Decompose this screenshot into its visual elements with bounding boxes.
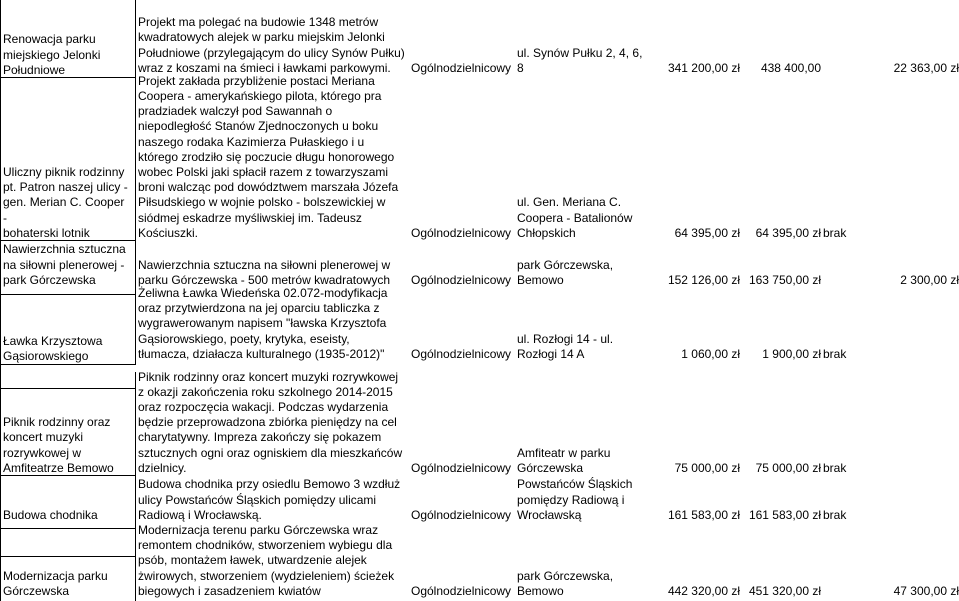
project-name: Modernizacja parku Górczewska xyxy=(3,568,108,598)
project-cost-gross: 161 583,00 zł xyxy=(748,507,821,522)
project-annual-cost: brak xyxy=(823,225,847,240)
project-description: Piknik rodzinny oraz koncert muzyki rozrywkowej z okazji zakończenia roku szkolnego 2014-2015 oraz rozpoczęcia wakacji. Podczas wydarzenia będzie przeprowadzona zbiórka pieniędzy na cel charytatywny. Impreza zakończy się pokazem sztucznych ogni oraz ogniskiem dla mieszkańców dzielnicy. xyxy=(138,369,403,475)
project-annual-cost: brak xyxy=(823,346,847,361)
project-location: ul. Gen. Meriana C. Coopera - Batalionów Chłopskich xyxy=(517,195,633,240)
project-cost-gross: 438 400,00 xyxy=(760,60,821,75)
project-location: Amfiteatr w parku Górczewska xyxy=(517,445,611,475)
project-name: Piknik rodzinny oraz koncert muzyki rozrywkowej w Amfiteatrze Bemowo xyxy=(3,415,114,475)
project-description: Żeliwna Ławka Wiedeńska 02.072-modyfikacja oraz przytwierdzona na jej oparciu tabliczka z wygrawerowanym napisem "ławska Krzysztofa Gąsiorowskiego, poety, krytyka, eseisty, tłumacza, działacza kulturalnego (1935-2012)" xyxy=(138,285,388,361)
project-cost-gross: 163 750,00 zł xyxy=(748,272,821,287)
project-kind: Ogólnodzielnicowy xyxy=(411,346,512,361)
project-kind: Ogólnodzielnicowy xyxy=(411,460,512,475)
project-name: Uliczny piknik rodzinny pt. Patron naszej ulicy - gen. Merian C. Cooper - bohaterski lotnik xyxy=(3,164,128,240)
project-location: park Górczewska, Bemowo xyxy=(517,568,614,598)
project-name: Nawierzchnia sztuczna na siłowni plenerowej - park Górczewska xyxy=(3,242,126,287)
project-location: park Górczewska, Bemowo xyxy=(517,257,614,287)
project-cost-gross: 451 320,00 zł xyxy=(748,583,821,598)
row-divider xyxy=(0,528,136,529)
table-border-left xyxy=(0,0,1,601)
project-name: Ławka Krzysztowa Gąsiorowskiego xyxy=(3,333,103,363)
row-divider xyxy=(0,294,136,295)
project-cost: 1 060,00 zł xyxy=(681,346,740,361)
project-cost: 152 126,00 zł xyxy=(667,272,740,287)
project-annual-cost: 47 300,00 zł xyxy=(893,583,959,598)
project-kind: Ogólnodzielnicowy xyxy=(411,583,512,598)
project-cost: 341 200,00 zł xyxy=(667,60,740,75)
project-cost-gross: 1 900,00 zł xyxy=(762,346,821,361)
project-cost-gross: 75 000,00 zł xyxy=(755,460,821,475)
project-description: Nawierzchnia sztuczna na siłowni plenerowej w parku Górczewska - 500 metrów kwadratowych xyxy=(138,257,391,287)
project-annual-cost: brak xyxy=(823,460,847,475)
project-annual-cost: 2 300,00 zł xyxy=(900,272,959,287)
project-cost: 64 395,00 zł xyxy=(674,225,740,240)
project-kind: Ogólnodzielnicowy xyxy=(411,507,512,522)
project-cost: 442 320,00 zł xyxy=(667,583,740,598)
project-annual-cost: 22 363,00 zł xyxy=(893,60,959,75)
row-divider xyxy=(0,388,136,389)
project-location: ul. Rozłogi 14 - ul. Rozłogi 14 A xyxy=(517,331,614,361)
project-kind: Ogólnodzielnicowy xyxy=(411,225,512,240)
row-divider xyxy=(0,364,136,365)
project-name: Renowacja parku miejskiego Jelonki Południowe xyxy=(3,32,101,77)
project-description: Modernizacja terenu parku Górczewska wraz remontem chodników, stworzeniem wybiegu dla psób, montażem ławek, utwardzenie alejek żwirowych, stworzeniem (wydzieleniem) ścieżek biegowych i zasadzeniem kwiatów xyxy=(138,522,395,598)
project-location: ul. Synów Pułku 2, 4, 6, 8 xyxy=(517,45,643,75)
project-description: Projekt zakłada przybliżenie postaci Meriana Coopera - amerykańskiego pilota, którego pra pradziadek walczył pod Sawannah o niepodległość Stanów Zjednoczonych u boku naszego rodaka Kazimierza Pułaskiego i u którego zrodziło się poczucie długu honorowego wobec Polski jaki spłacił razem z towarzyszami broni walcząc pod dowództwem marszała Józefa Piłsudskiego w wojnie polsko - bolszewickiej w siódmej eskadrze myśliwskiej im. Tadeusz Kościuszki. xyxy=(138,73,399,240)
project-cost-gross: 64 395,00 zł xyxy=(755,225,821,240)
project-kind: Ogólnodzielnicowy xyxy=(411,272,512,287)
project-annual-cost: brak xyxy=(823,507,847,522)
project-name: Budowa chodnika xyxy=(3,507,98,522)
project-cost: 75 000,00 zł xyxy=(674,460,740,475)
column-divider xyxy=(135,0,136,601)
project-cost: 161 583,00 zł xyxy=(667,507,740,522)
row-divider xyxy=(0,556,136,557)
project-location: Powstańców Śląskich pomiędzy Radiową i Wrocławską xyxy=(517,477,633,522)
project-description: Budowa chodnika przy osiedlu Bemowo 3 wzdłuż ulicy Powstańców Śląskich pomiędzy ulicami Radiową i Wrocławską. xyxy=(138,477,401,522)
project-description: Projekt ma polegać na budowie 1348 metrów kwadratowych alejek w parku miejskim Jelonki Południowe (przylegającym do ulicy Synów Pułku) wraz z koszami na śmieci i ławkami parkowymi. xyxy=(138,15,405,75)
project-kind: Ogólnodzielnicowy xyxy=(411,60,512,75)
